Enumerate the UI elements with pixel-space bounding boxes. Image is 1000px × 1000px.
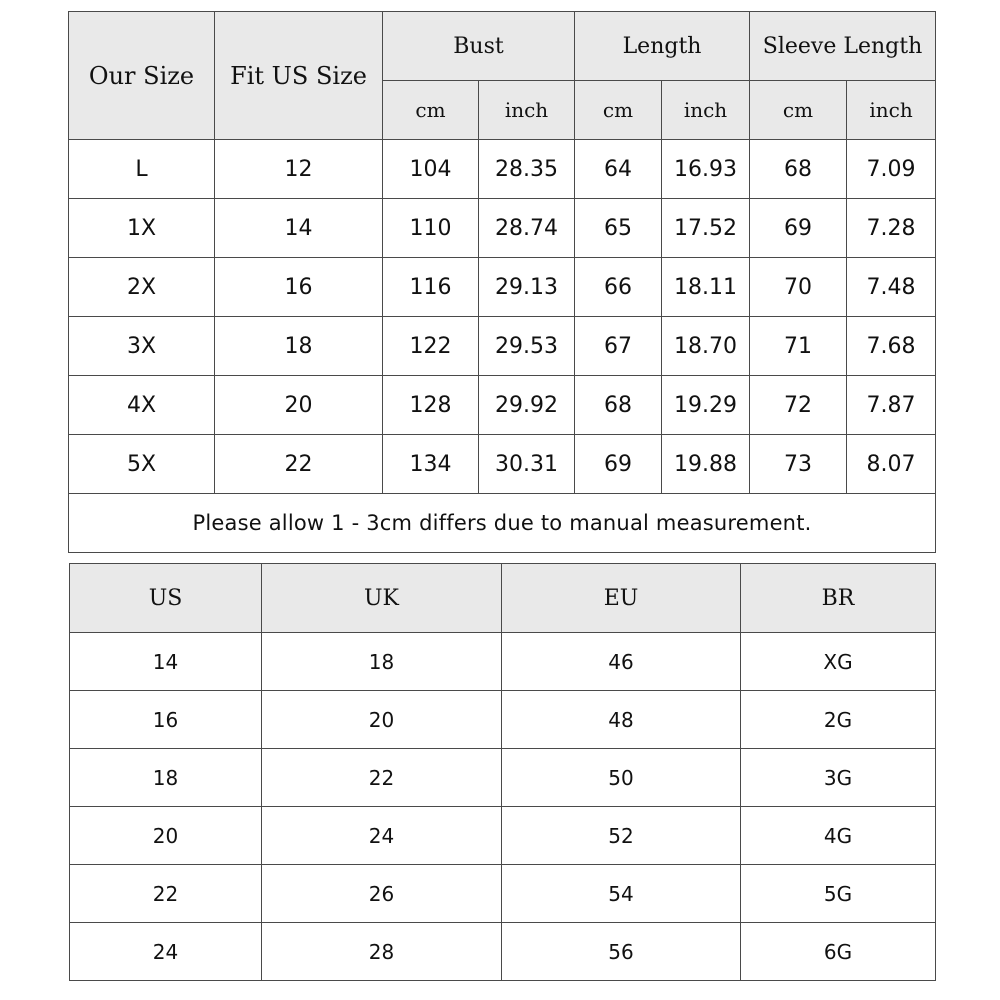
uk-cell: 20 (262, 691, 502, 749)
our-size-cell: 1X (69, 199, 215, 258)
uk-cell: 28 (262, 923, 502, 981)
eu-cell: 52 (502, 807, 741, 865)
header-length: Length (575, 12, 750, 81)
fit-us-cell: 22 (215, 435, 383, 494)
us-cell: 22 (70, 865, 262, 923)
sleeve-inch-cell: 8.07 (847, 435, 936, 494)
size-conversion-table (69, 563, 936, 981)
length-cm-cell: 66 (575, 258, 662, 317)
length-cm-cell: 64 (575, 140, 662, 199)
bust-cm-cell: 122 (383, 317, 479, 376)
bust-cm-cell: 110 (383, 199, 479, 258)
bust-cm-cell: 116 (383, 258, 479, 317)
bust-inch-cell: 29.13 (479, 258, 575, 317)
sleeve-cm-cell: 69 (750, 199, 847, 258)
header-length-cm: cm (575, 81, 662, 140)
uk-cell: 26 (262, 865, 502, 923)
conversion-row (70, 633, 936, 691)
br-cell: 6G (741, 923, 936, 981)
header-sleeve-cm: cm (750, 81, 847, 140)
uk-cell: 18 (262, 633, 502, 691)
conversion-row (70, 923, 936, 981)
size-row (69, 258, 936, 317)
size-row (69, 435, 936, 494)
bust-inch-cell: 29.92 (479, 376, 575, 435)
length-cm-cell: 68 (575, 376, 662, 435)
fit-us-cell: 18 (215, 317, 383, 376)
length-inch-cell: 19.88 (662, 435, 750, 494)
us-cell: 24 (70, 923, 262, 981)
sleeve-cm-cell: 68 (750, 140, 847, 199)
length-cm-cell: 69 (575, 435, 662, 494)
conversion-row (70, 865, 936, 923)
length-inch-cell: 19.29 (662, 376, 750, 435)
size-row (69, 317, 936, 376)
bust-cm-cell: 104 (383, 140, 479, 199)
sleeve-cm-cell: 70 (750, 258, 847, 317)
eu-cell: 46 (502, 633, 741, 691)
size-row (69, 199, 936, 258)
header-sleeve-length: Sleeve Length (750, 12, 936, 81)
us-cell: 20 (70, 807, 262, 865)
uk-cell: 24 (262, 807, 502, 865)
sleeve-cm-cell: 72 (750, 376, 847, 435)
length-cm-cell: 65 (575, 199, 662, 258)
us-cell: 16 (70, 691, 262, 749)
sleeve-inch-cell: 7.09 (847, 140, 936, 199)
header-eu: EU (502, 564, 741, 633)
br-cell: XG (741, 633, 936, 691)
uk-cell: 22 (262, 749, 502, 807)
length-inch-cell: 18.11 (662, 258, 750, 317)
header-fit-us-size: Fit US Size (215, 12, 383, 140)
our-size-cell: 5X (69, 435, 215, 494)
sleeve-cm-cell: 71 (750, 317, 847, 376)
br-cell: 3G (741, 749, 936, 807)
fit-us-cell: 16 (215, 258, 383, 317)
br-cell: 5G (741, 865, 936, 923)
sleeve-inch-cell: 7.48 (847, 258, 936, 317)
bust-inch-cell: 29.53 (479, 317, 575, 376)
bust-cm-cell: 128 (383, 376, 479, 435)
our-size-cell: 2X (69, 258, 215, 317)
br-cell: 2G (741, 691, 936, 749)
length-inch-cell: 17.52 (662, 199, 750, 258)
eu-cell: 50 (502, 749, 741, 807)
fit-us-cell: 12 (215, 140, 383, 199)
conversion-row (70, 749, 936, 807)
conversion-row (70, 807, 936, 865)
us-cell: 14 (70, 633, 262, 691)
header-bust: Bust (383, 12, 575, 81)
eu-cell: 56 (502, 923, 741, 981)
header-br: BR (741, 564, 936, 633)
fit-us-cell: 20 (215, 376, 383, 435)
bust-inch-cell: 30.31 (479, 435, 575, 494)
br-cell: 4G (741, 807, 936, 865)
sleeve-cm-cell: 73 (750, 435, 847, 494)
our-size-cell: L (69, 140, 215, 199)
header-bust-inch: inch (479, 81, 575, 140)
length-inch-cell: 16.93 (662, 140, 750, 199)
eu-cell: 54 (502, 865, 741, 923)
measurement-note: Please allow 1 - 3cm differs due to manual measurement. (69, 494, 936, 553)
conversion-row (70, 691, 936, 749)
size-row (69, 140, 936, 199)
size-row (69, 376, 936, 435)
fit-us-cell: 14 (215, 199, 383, 258)
length-inch-cell: 18.70 (662, 317, 750, 376)
header-our-size: Our Size (69, 12, 215, 140)
sleeve-inch-cell: 7.87 (847, 376, 936, 435)
bust-inch-cell: 28.74 (479, 199, 575, 258)
sleeve-inch-cell: 7.28 (847, 199, 936, 258)
our-size-cell: 4X (69, 376, 215, 435)
bust-inch-cell: 28.35 (479, 140, 575, 199)
length-cm-cell: 67 (575, 317, 662, 376)
header-us: US (70, 564, 262, 633)
size-chart-table (68, 11, 936, 553)
header-uk: UK (262, 564, 502, 633)
header-length-inch: inch (662, 81, 750, 140)
header-bust-cm: cm (383, 81, 479, 140)
header-sleeve-inch: inch (847, 81, 936, 140)
eu-cell: 48 (502, 691, 741, 749)
our-size-cell: 3X (69, 317, 215, 376)
us-cell: 18 (70, 749, 262, 807)
sleeve-inch-cell: 7.68 (847, 317, 936, 376)
bust-cm-cell: 134 (383, 435, 479, 494)
